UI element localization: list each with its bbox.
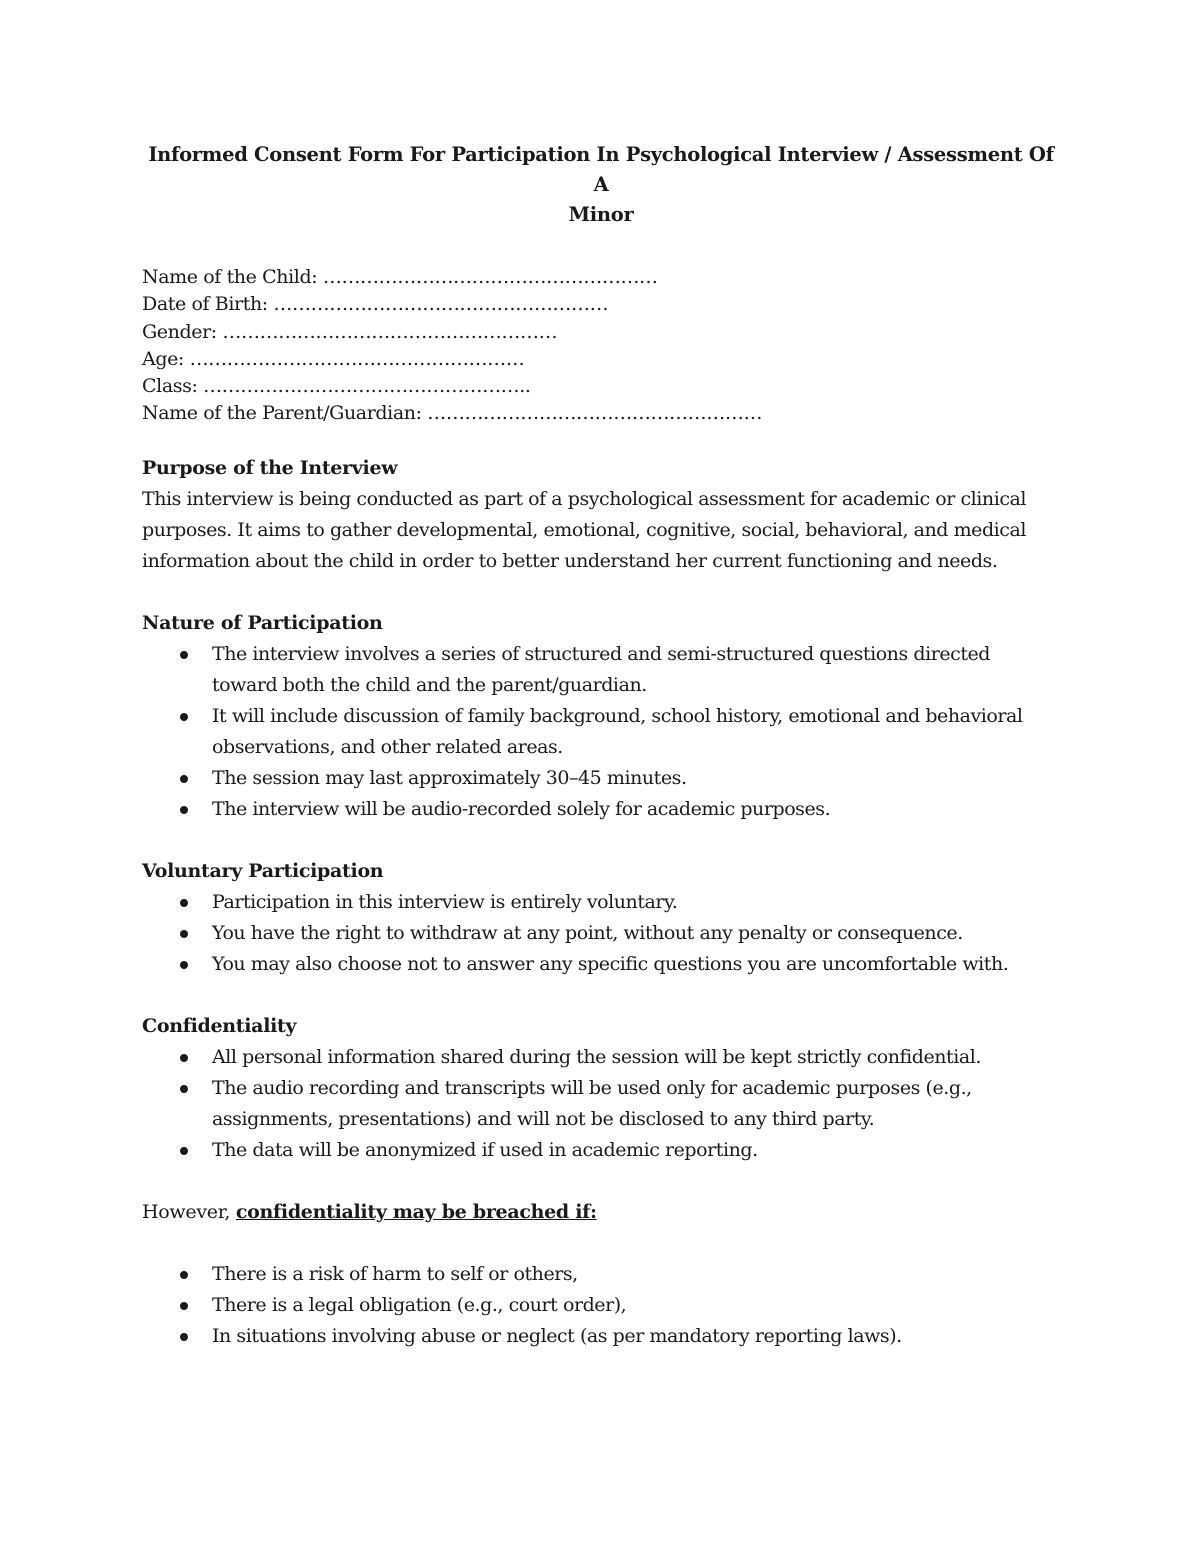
child-details-fields (142, 264, 1060, 428)
list-item-text: The data will be anonymized if used in academic reporting. (212, 1138, 758, 1161)
bullet-icon (180, 713, 188, 721)
bullet-icon (180, 806, 188, 814)
list-item-text: There is a legal obligation (e.g., court order), (212, 1293, 627, 1316)
bullet-icon (180, 961, 188, 969)
list-item (142, 1290, 1060, 1321)
list-item (142, 1259, 1060, 1290)
consent-form-page (142, 140, 1060, 1383)
list-item (142, 887, 1060, 918)
class-field: Class: …………………………………………….. (142, 375, 531, 398)
gender-field: Gender: ……………………………………………… (142, 320, 558, 343)
bullet-icon (180, 1147, 188, 1155)
breach-list (142, 1259, 1060, 1352)
child-name-field: Name of the Child: ……………………………………………… (142, 266, 658, 288)
list-item (142, 639, 1060, 701)
list-item (142, 701, 1060, 763)
list-item-text: All personal information shared during the session will be kept strictly confidential. (212, 1045, 981, 1068)
bullet-icon (180, 1085, 188, 1093)
purpose-paragraph: This interview is being conducted as part of a psychological assessment for academic or clinical purposes. It aims to gather developmental, emotional, cognitive, social, behavioral, and medical information about the child in order to better understand her current functioning and needs. (142, 487, 1027, 572)
list-item (142, 1073, 1060, 1135)
list-item-text: You have the right to withdraw at any point, without any penalty or consequence. (212, 921, 963, 944)
bullet-icon (180, 775, 188, 783)
list-item-text: The interview will be audio-recorded solely for academic purposes. (212, 797, 831, 820)
list-item-text: Participation in this interview is entirely voluntary. (212, 890, 678, 913)
bullet-icon (180, 1302, 188, 1310)
title-line-1: Informed Consent Form For Participation In Psychological Interview / Assessment Of A (148, 143, 1054, 196)
voluntary-heading: Voluntary Participation (142, 859, 384, 882)
confidentiality-list (142, 1042, 1060, 1166)
list-item (142, 794, 1060, 825)
breach-intro (142, 1197, 1060, 1228)
parent-guardian-field: Name of the Parent/Guardian: ……………………………………………… (142, 402, 763, 425)
bullet-icon (180, 930, 188, 938)
date-of-birth-field: Date of Birth: ……………………………………………… (142, 293, 609, 316)
list-item-text: In situations involving abuse or neglect (as per mandatory reporting laws). (212, 1324, 902, 1347)
title-line-2: Minor (568, 203, 634, 226)
list-item (142, 1042, 1060, 1073)
list-item (142, 1135, 1060, 1166)
list-item (142, 918, 1060, 949)
list-item (142, 949, 1060, 980)
confidentiality-heading: Confidentiality (142, 1014, 297, 1037)
voluntary-list (142, 887, 1060, 980)
age-field: Age: ……………………………………………… (142, 347, 525, 370)
list-item-text: You may also choose not to answer any specific questions you are uncomfortable with. (212, 952, 1009, 975)
bullet-icon (180, 1054, 188, 1062)
nature-list (142, 639, 1060, 825)
list-item-text: It will include discussion of family background, school history, emotional and behavioral observations, and other related areas. (212, 704, 1023, 758)
list-item-text: The interview involves a series of structured and semi-structured questions directed toward both the child and the parent/guardian. (212, 642, 991, 696)
nature-heading: Nature of Participation (142, 611, 383, 634)
purpose-heading: Purpose of the Interview (142, 456, 398, 479)
list-item (142, 1321, 1060, 1352)
list-item (142, 763, 1060, 794)
bullet-icon (180, 651, 188, 659)
breach-emphasis: confidentiality may be breached if: (235, 1200, 597, 1223)
breach-intro-text: However, (142, 1200, 236, 1223)
bullet-icon (180, 1333, 188, 1341)
document-title (142, 140, 1060, 230)
list-item-text: The audio recording and transcripts will be used only for academic purposes (e.g., assignments, presentations) and will not be disclosed to any third party. (212, 1076, 972, 1130)
list-item-text: There is a risk of harm to self or others, (212, 1262, 578, 1285)
bullet-icon (180, 899, 188, 907)
list-item-text: The session may last approximately 30–45 minutes. (212, 766, 687, 789)
bullet-icon (180, 1271, 188, 1279)
